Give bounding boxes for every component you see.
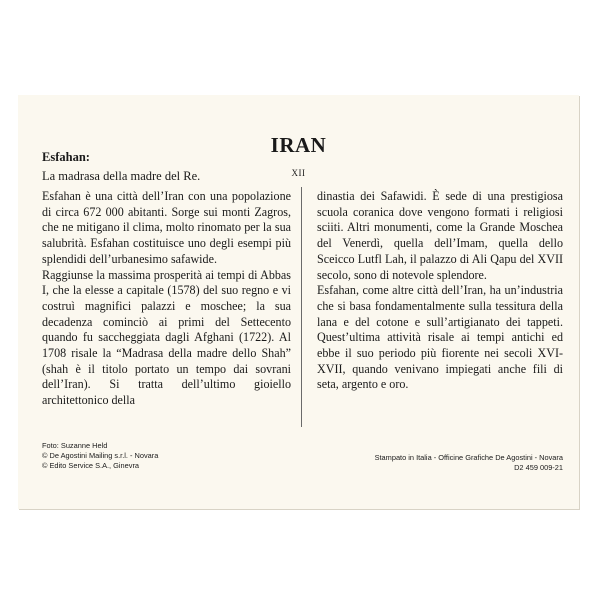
paragraph: Esfahan, come altre città dell’Iran, ha un’industria che si basa fondamentalmente sulla tessitura della lana e del cotone e sull’artigianato dei tappeti. Quest’ultima attività risale ai tempi antichi ed ebbe il suo periodo più fiorente nei secoli XVI-XVII, quando venivano impiegati anche fili di seta, argento e oro. — [317, 283, 563, 392]
copyright-line: © De Agostini Mailing s.r.l. - Novara — [42, 451, 159, 460]
card-number: XII — [291, 168, 306, 178]
credits — [42, 441, 158, 471]
paragraph: Esfahan è una città dell’Iran con una popolazione di circa 672 000 abitanti. Sorge sui monti Zagros, che ne mitigano il clima, molto rinomato per la sua salubrità. Esfahan costituisce uno degli esempi più splendidi dell’urbanesimo safawide. — [42, 189, 291, 266]
paragraph: dinastia dei Safawidi. È sede di una prestigiosa scuola coranica dove vengono formati i religiosi sciiti. Altri monumenti, come la Grande Moschea del Venerdì, quella dell’Imam, quella dello Sceicco Lutfl Lah, il palazzo di Ali Qapu del XVII secolo, sono di notevole splendore. — [317, 189, 563, 282]
card-code: D2 459 009-21 — [514, 463, 563, 472]
photo-credit: Foto: Suzanne Held — [42, 441, 108, 450]
text-column-right — [317, 189, 563, 393]
card-subtitle: La madrasa della madre del Re. — [42, 169, 201, 183]
copyright-line: © Edito Service S.A., Ginevra — [42, 461, 140, 470]
city-heading: Esfahan: — [42, 150, 90, 164]
text-column-left — [42, 189, 291, 409]
printer-line: Stampato in Italia - Officine Grafiche De Agostini - Novara — [374, 453, 563, 462]
print-info — [375, 453, 563, 473]
card-title: IRAN — [270, 133, 327, 157]
column-divider — [301, 187, 302, 427]
info-card — [18, 95, 579, 509]
paragraph: Raggiunse la massima prosperità ai tempi di Abbas I, che la elesse a capitale (1578) del suo regno e vi costruì magnifici palazzi e moschee; la sua decadenza cominciò ai primi del Settecento quando fu saccheggiata dagli Afghani (1722). Al 1708 risale la “Madrasa della madre dello Shah” (shah è il titolo portato un tempo dai sovrani dell’Iran). Si tratta dell’ultimo gioiello architettonico della — [42, 267, 291, 408]
